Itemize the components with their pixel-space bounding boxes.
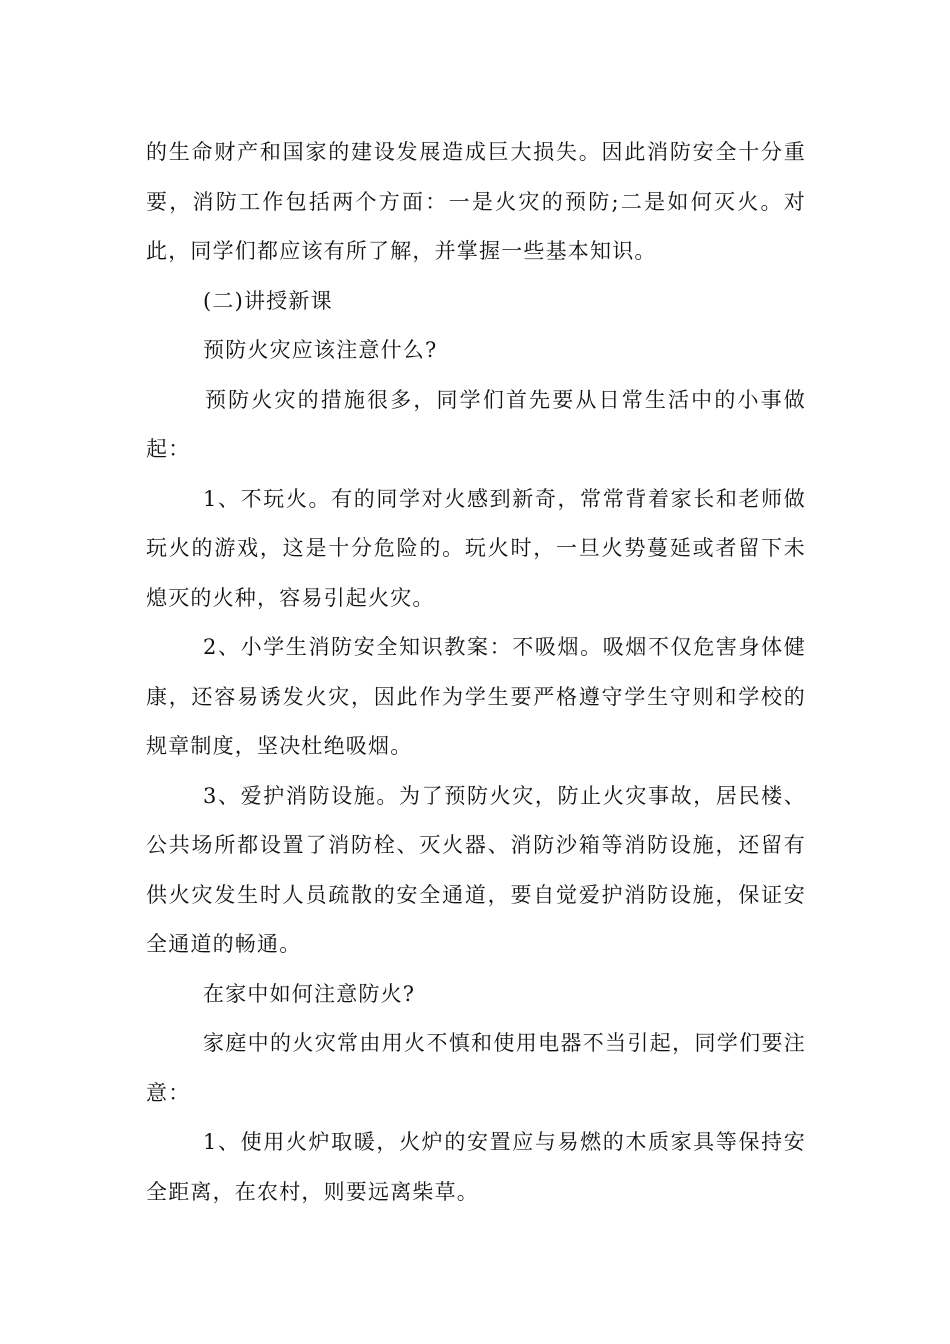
list-item-no-playing-fire: 1、不玩火。有的同学对火感到新奇，常常背着家长和老师做玩火的游戏，这是十分危险的。玩火时，一旦火势蔓延或者留下未熄灭的火种，容易引起火灾。 [146,486,806,610]
list-item-protect-facilities: 3、爱护消防设施。为了预防火灾，防止火灾事故，居民楼、公共场所都设置了消防栓、灭火器、消防沙箱等消防设施，还留有供火灾发生时人员疏散的安全通道，要自觉爱护消防设施，保证安全通道的畅通。 [146,783,806,956]
section-heading-new-lesson: (二)讲授新课 [203,288,333,313]
list-item-no-smoking: 2、小学生消防安全知识教案：不吸烟。吸烟不仅危害身体健康，还容易诱发火灾，因此作为学生要严格遵守学生守则和学校的规章制度，坚决杜绝吸烟。 [146,635,806,758]
paragraph-home-fire-causes: 家庭中的火灾常由用火不慎和使用电器不当引起，同学们要注意： [146,1031,806,1105]
question-heading-home-fire: 在家中如何注意防火? [203,981,416,1006]
paragraph-intro-continuation: 的生命财产和国家的建设发展造成巨大损失。因此消防安全十分重要，消防工作包括两个方面：一是火灾的预防;二是如何灭火。对此，同学们都应该有所了解，并掌握一些基本知识。 [146,140,806,263]
list-item-stove-heating: 1、使用火炉取暖，火炉的安置应与易燃的木质家具等保持安全距离，在农村，则要远离柴草。 [146,1130,806,1204]
paragraph-prevention-measures: 预防火灾的措施很多，同学们首先要从日常生活中的小事做起： [146,387,806,461]
document-body [146,128,806,1217]
question-heading-fire-prevention: 预防火灾应该注意什么? [203,338,438,362]
